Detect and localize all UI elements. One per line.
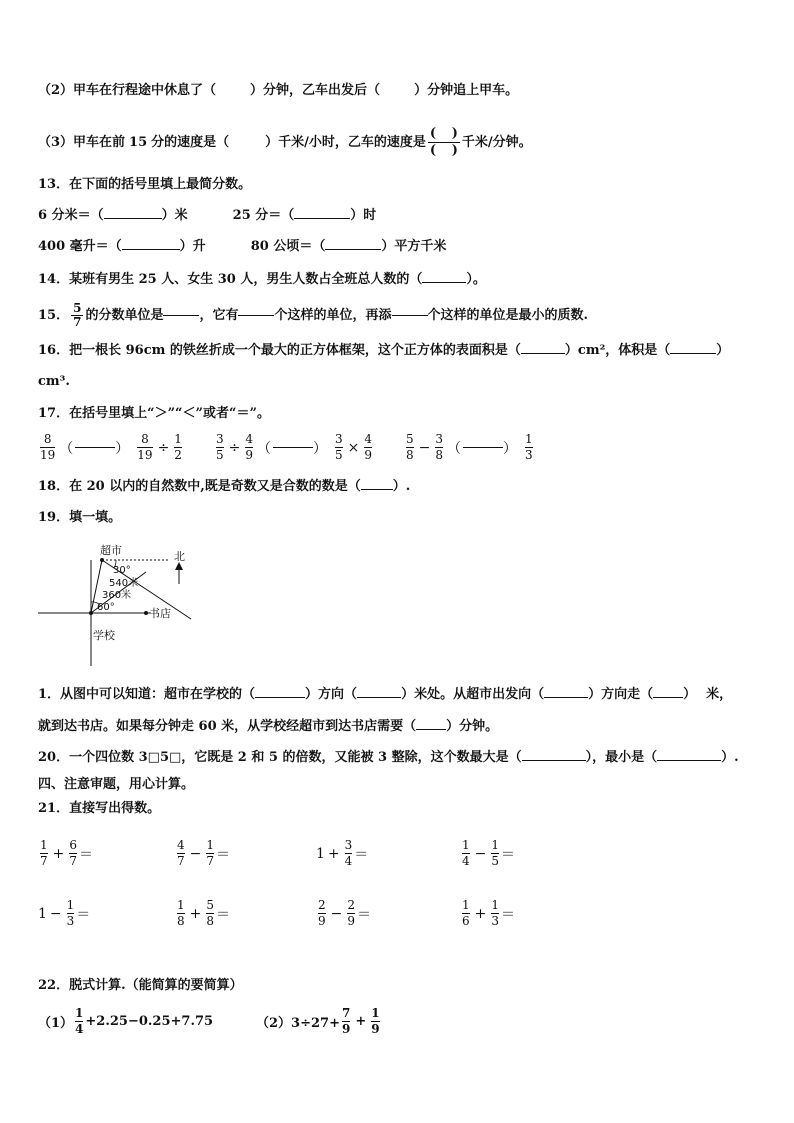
- fraction: $\frac{5}{7}$: [73, 301, 82, 329]
- compare-blank[interactable]: [75, 447, 115, 448]
- fraction: 1 4: [462, 838, 470, 868]
- answer-blank[interactable]: [416, 729, 446, 730]
- answer-blank[interactable]: [238, 315, 274, 316]
- answer-blank[interactable]: [522, 760, 586, 761]
- fraction: 1 4: [75, 1006, 84, 1036]
- q13-row2: 400 毫升＝（ ）升 80 公顷＝（ ）平方千米: [38, 239, 447, 254]
- q12-line2: （2）甲车在行程途中休息了（ ）分钟，乙车出发后（ ）分钟追上甲车。: [38, 83, 519, 98]
- fraction: 2 9: [318, 898, 326, 928]
- fraction: $\frac{3}{5}$: [215, 432, 224, 462]
- q19-title: 19．填一填。: [38, 510, 122, 525]
- answer-blank[interactable]: [521, 353, 565, 354]
- q15: 15． $\frac{5}{7}$ 的分数单位是 ，它有 个这样的单位，再添 个这样的单位是最小的质数.: [38, 301, 589, 329]
- fraction: 1 7: [40, 838, 48, 868]
- answer-blank[interactable]: [422, 282, 466, 283]
- supermarket-point: [100, 558, 104, 562]
- q21-expr: 1 7 + $\frac{6}{7}$ ＝: [40, 838, 94, 868]
- answer-blank[interactable]: [163, 315, 199, 316]
- school-point: [89, 611, 93, 615]
- answer-blank[interactable]: [325, 249, 381, 250]
- answer-blank[interactable]: [657, 760, 721, 761]
- fraction: $\frac{3}{8}$: [435, 432, 443, 462]
- answer-blank[interactable]: [294, 218, 350, 219]
- q13-title: 13．在下面的括号里填上最简分数。: [38, 177, 252, 192]
- label-angle-bottom: 60°: [97, 602, 115, 613]
- fraction: 4 7: [177, 838, 185, 868]
- fraction: $\frac{3}{5}$: [334, 432, 343, 462]
- fraction: 1 8: [177, 898, 185, 928]
- q22-title: 22．脱式计算.（能简算的要简算）: [38, 978, 243, 993]
- fraction: 1 6: [462, 898, 470, 928]
- q16-line1: 16．把一根长 96cm 的铁丝折成一个最大的正方体框架，这个正方体的表面积是（ ）cm²，体积是（ ）: [38, 343, 730, 358]
- q18: 18．在 20 以内的自然数中,既是奇数又是合数的数是（ ）.: [38, 479, 411, 494]
- answer-blank[interactable]: [544, 697, 588, 698]
- fraction: $\frac{3}{4}$: [344, 838, 353, 868]
- label-bookstore: 书店: [149, 607, 171, 620]
- fraction: $\frac{1}{2}$: [174, 432, 182, 462]
- q13-row1: 6 分米＝（ ）米 25 分＝（ ）时: [38, 208, 377, 223]
- q22-part1: （1） 1 4 +2.25−0.25+7.75: [38, 1006, 214, 1036]
- q21-expr: 1 8 + $\frac{5}{8}$ ＝: [177, 898, 231, 928]
- answer-blank[interactable]: [357, 697, 401, 698]
- answer-blank[interactable]: [392, 315, 428, 316]
- answer-blank[interactable]: [653, 697, 683, 698]
- q19-sub1: 1．从图中可以知道：超市在学校的（ ）方向（ ）米处。从超市出发向（ ）方向走（ ） 米，: [38, 687, 733, 702]
- q16-line2: cm³.: [38, 374, 70, 389]
- answer-blank[interactable]: [670, 353, 716, 354]
- fraction: 8 19: [40, 432, 56, 462]
- fraction: $\frac{7}{9}$: [341, 1006, 351, 1036]
- label-dist-360: 360米: [102, 590, 132, 601]
- label-north: 北: [174, 550, 185, 563]
- q20: 20．一个四位数 3□5□，它既是 2 和 5 的倍数，又能被 3 整除，这个数最大是（ ），最小是（ ）.: [38, 750, 739, 765]
- fraction: $\frac{1}{5}$: [491, 838, 500, 868]
- q22-part2: （2）3÷27+ $\frac{7}{9}$ + $\frac{1}{9}$: [256, 1006, 380, 1036]
- fraction: $\frac{1}{3}$: [491, 898, 500, 928]
- fraction-blank[interactable]: ( ) ( ): [429, 126, 458, 158]
- label-angle-top: 30°: [113, 565, 131, 576]
- fraction: $\frac{1}{3}$: [66, 898, 75, 928]
- fraction: $\frac{8}{19}$: [137, 432, 153, 462]
- label-school: 学校: [93, 629, 115, 642]
- fraction: $\frac{1}{7}$: [206, 838, 215, 868]
- answer-blank[interactable]: [122, 249, 180, 250]
- q21-expr: 2 9 − $\frac{2}{9}$ ＝: [318, 898, 372, 928]
- label-supermarket: 超市: [100, 544, 122, 557]
- fraction: $\frac{4}{9}$: [364, 432, 372, 462]
- fraction: 1 3: [524, 432, 533, 462]
- q21-expr: 4 7 − $\frac{1}{7}$ ＝: [177, 838, 231, 868]
- answer-blank[interactable]: [104, 218, 162, 219]
- direction-diagram: [36, 540, 236, 670]
- bookstore-point: [144, 611, 148, 615]
- compare-blank[interactable]: [463, 447, 503, 448]
- q21-expr: 1 6 + $\frac{1}{3}$ ＝: [462, 898, 516, 928]
- q21-expr: 1 + $\frac{3}{4}$ ＝: [316, 838, 369, 868]
- fraction: $\frac{2}{9}$: [347, 898, 356, 928]
- q17-items: 8 19 （ ） $\frac{8}{19}$ ÷ $\frac{1}{2}$ $\frac{3}{5}$ ÷ $\frac{4}{9}$ （ ） $\frac{3}{5}$ × $\frac{4}{9}$ 5 8 − $\frac{3}{8}$ （ ） 1 3: [40, 432, 533, 462]
- label-dist-540: 540米: [109, 578, 139, 589]
- fraction: 5 8: [405, 432, 414, 462]
- q19-sub2: 就到达书店。如果每分钟走 60 米，从学校经超市到达书店需要（ ）分钟。: [38, 719, 499, 734]
- fraction: $\frac{5}{8}$: [206, 898, 215, 928]
- answer-blank[interactable]: [255, 697, 305, 698]
- fraction: $\frac{6}{7}$: [69, 838, 78, 868]
- q12-line3: （3）甲车在前 15 分的速度是（ ）千米/小时，乙车的速度是 ( ) ( ) 千米/分钟。: [38, 126, 532, 158]
- q21-expr: 1 4 − $\frac{1}{5}$ ＝: [462, 838, 516, 868]
- answer-blank[interactable]: [361, 489, 393, 490]
- section-heading: 四、注意审题，用心计算。: [38, 777, 195, 792]
- q17-title: 17．在括号里填上“＞”“＜”或者“＝”。: [38, 406, 270, 421]
- q14: 14．某班有男生 25 人、女生 30 人，男生人数占全班总人数的（ ）。: [38, 272, 486, 287]
- q21-expr: 1 − $\frac{1}{3}$ ＝: [38, 898, 91, 928]
- north-arrow-head-icon: [175, 562, 183, 570]
- compare-blank[interactable]: [273, 447, 313, 448]
- fraction: $\frac{1}{9}$: [371, 1006, 380, 1036]
- fraction: $\frac{4}{9}$: [245, 432, 253, 462]
- q21-title: 21．直接写出得数。: [38, 801, 161, 816]
